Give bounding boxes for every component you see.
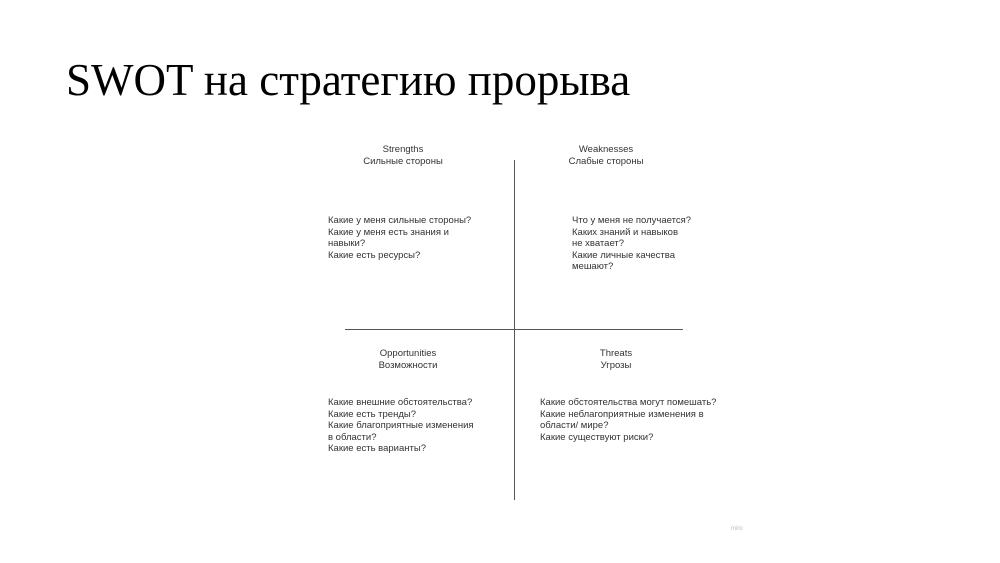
list-item: в области? xyxy=(328,431,377,443)
opportunities-title-en: Opportunities xyxy=(379,348,437,359)
list-item: области/ мире? xyxy=(540,420,609,431)
strengths-title-en: Strengths xyxy=(382,144,424,155)
strengths-heading xyxy=(353,144,453,168)
list-item: Какие есть ресурсы? xyxy=(328,249,421,261)
horizontal-axis xyxy=(345,329,683,330)
list-item: Какие неблагоприятные изменения в xyxy=(540,408,704,420)
list-item: мешают? xyxy=(572,261,614,272)
threats-title-ru: Угрозы xyxy=(600,360,632,371)
weaknesses-title-en: Weaknesses xyxy=(578,144,634,155)
threats-heading xyxy=(576,348,656,372)
threats-title-en: Threats xyxy=(599,348,633,359)
list-item: Какие личные качества xyxy=(572,249,675,261)
list-item: Что у меня не получается? xyxy=(572,215,692,226)
list-item: Какие есть тренды? xyxy=(328,408,416,420)
list-item: не хватает? xyxy=(572,238,625,249)
list-item: Какие у меня есть знания и xyxy=(328,226,449,238)
list-item: Какие внешние обстоятельства? xyxy=(328,397,473,408)
weaknesses-title-ru: Слабые стороны xyxy=(568,156,644,167)
list-item: Какие есть варианты? xyxy=(328,443,426,454)
opportunities-heading xyxy=(358,348,458,372)
weaknesses-questions xyxy=(572,215,691,273)
list-item: Какие обстоятельства могут помешать? xyxy=(540,397,717,408)
vertical-axis xyxy=(514,160,515,500)
strengths-title-ru: Сильные стороны xyxy=(363,156,443,167)
miro-watermark: miro xyxy=(731,526,743,532)
list-item: Какие у меня сильные стороны? xyxy=(328,215,472,226)
opportunities-questions xyxy=(328,397,474,455)
list-item: навыки? xyxy=(328,238,366,249)
list-item: Какие благоприятные изменения xyxy=(328,420,474,431)
list-item: Каких знаний и навыков xyxy=(572,226,678,238)
opportunities-title-ru: Возможности xyxy=(378,360,438,371)
strengths-questions xyxy=(328,215,471,261)
list-item: Какие существуют риски? xyxy=(540,431,654,443)
slide-title: SWOT на стратегию прорыва xyxy=(66,55,631,105)
threats-questions xyxy=(540,397,716,443)
weaknesses-heading xyxy=(566,144,646,168)
